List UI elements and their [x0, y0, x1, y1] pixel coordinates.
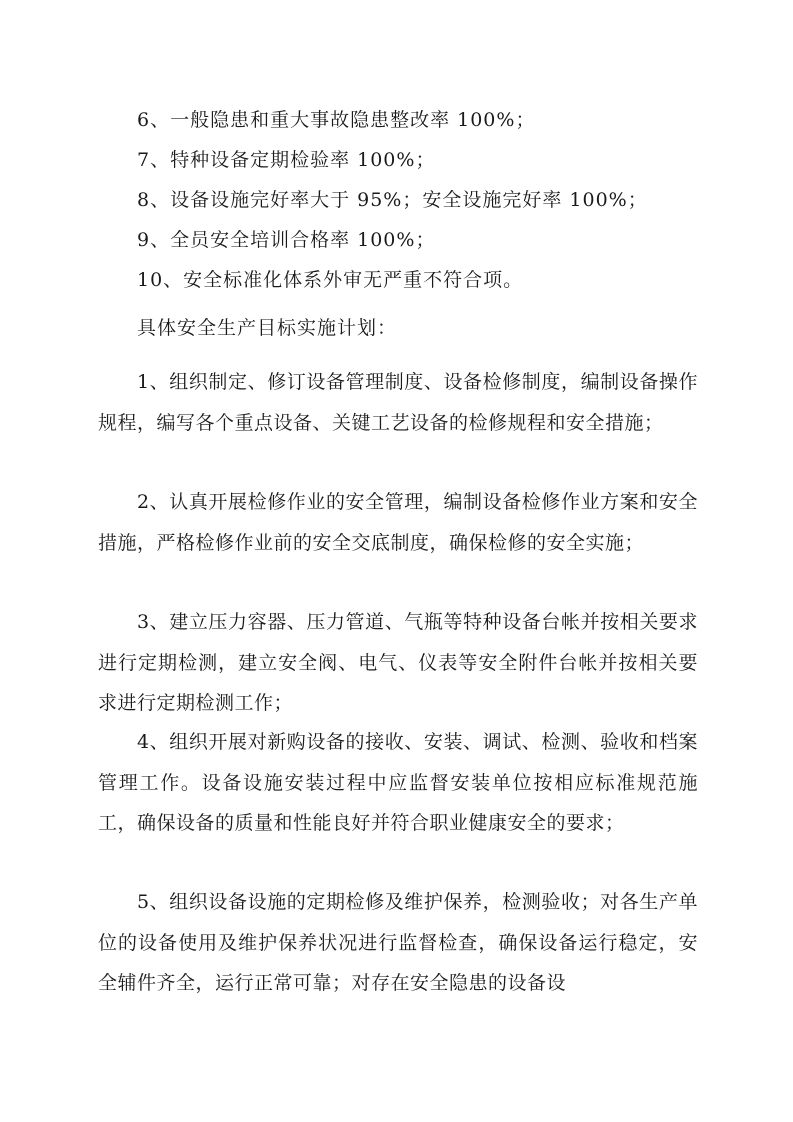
plan-item-2: 2、认真开展检修作业的安全管理，编制设备检修作业方案和安全措施，严格检修作业前的安全交底制度，确保检修的安全实施； [98, 491, 698, 554]
plan-item-1: 1、组织制定、修订设备管理制度、设备检修制度，编制设备操作规程，编写各个重点设备、关键工艺设备的检修规程和安全措施； [98, 371, 698, 434]
plan-item-4: 4、组织开展对新购设备的接收、安装、调试、检测、验收和档案管理工作。设备设施安装过程中应监督安装单位按相应标准规范施工，确保设备的质量和性能良好并符合职业健康安全的要求； [98, 731, 698, 834]
goal-item-6: 6、一般隐患和重大事故隐患整改率 100%； [137, 109, 536, 131]
goal-item-10: 10、安全标准化体系外审无严重不符合项。 [137, 269, 524, 291]
goal-item-8: 8、设备设施完好率大于 95%；安全设施完好率 100%； [137, 189, 648, 211]
plan-item-3: 3、建立压力容器、压力管道、气瓶等特种设备台帐并按相关要求进行定期检测，建立安全阀、电气、仪表等安全附件台帐并按相关要求进行定期检测工作； [98, 611, 698, 714]
goal-item-9: 9、全员安全培训合格率 100%； [137, 229, 436, 251]
plan-heading: 具体安全生产目标实施计划： [137, 317, 398, 339]
goal-item-7: 7、特种设备定期检验率 100%； [137, 149, 436, 171]
plan-item-5: 5、组织设备设施的定期检修及维护保养，检测验收；对各生产单位的设备使用及维护保养状况进行监督检查，确保设备运行稳定，安全辅件齐全，运行正常可靠；对存在安全隐患的设备设 [98, 891, 698, 994]
